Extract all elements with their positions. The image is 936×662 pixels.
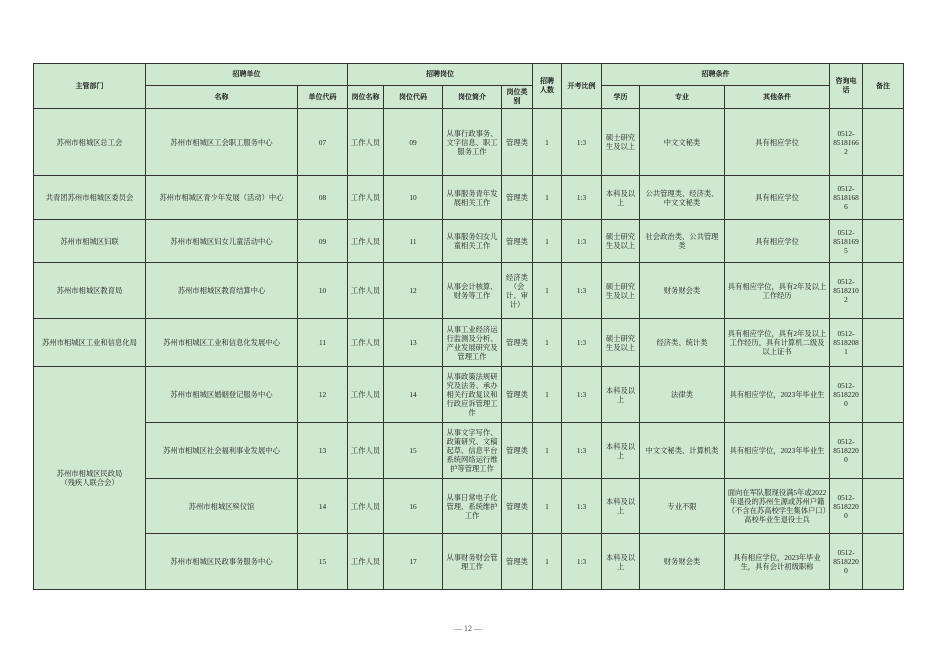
other-conditions-cell: 具有相应学位	[725, 220, 830, 263]
exam-ratio-cell: 1:3	[562, 534, 602, 590]
table-header	[34, 64, 904, 109]
post-name-cell: 工作人员	[348, 423, 384, 479]
header-recruiting-post: 招聘岗位	[348, 64, 533, 86]
education-cell: 硕士研究生及以上	[602, 319, 640, 367]
major-cell: 经济类、统计类	[640, 319, 725, 367]
post-code-cell: 10	[384, 176, 443, 220]
post-code-cell: 14	[384, 367, 443, 423]
education-cell: 硕士研究生及以上	[602, 263, 640, 319]
remarks-cell	[863, 423, 904, 479]
other-conditions-cell: 面向在军队服现役满5年或2022年退役的苏州生源或苏州户籍（不含在苏高校学生集体户口）高校毕业生退役士兵	[725, 479, 830, 534]
post-name-cell: 工作人员	[348, 479, 384, 534]
phone-cell: 0512-85181662	[830, 109, 863, 176]
exam-ratio-cell: 1:3	[562, 367, 602, 423]
major-cell: 社会政治类、公共管理类	[640, 220, 725, 263]
table-row	[34, 423, 904, 479]
page-number: — 12 —	[454, 624, 482, 633]
post-code-cell: 12	[384, 263, 443, 319]
post-code-cell: 17	[384, 534, 443, 590]
header-other-conditions: 其他条件	[725, 86, 830, 109]
remarks-cell	[863, 534, 904, 590]
remarks-cell	[863, 367, 904, 423]
other-conditions-cell: 具有相应学位	[725, 109, 830, 176]
header-remarks: 备注	[863, 64, 904, 109]
post-category-cell: 管理类	[502, 423, 533, 479]
header-unit-name: 名称	[146, 86, 298, 109]
supervisor-cell: 苏州市相城区总工会	[34, 109, 146, 176]
phone-cell: 0512-85182200	[830, 479, 863, 534]
header-unit-code: 单位代码	[298, 86, 348, 109]
unit-name-cell: 苏州市相城区妇女儿童活动中心	[146, 220, 298, 263]
supervisor-cell	[34, 367, 146, 590]
phone-cell: 0512-85182081	[830, 319, 863, 367]
unit-name-cell: 苏州市相城区社会福利事业发展中心	[146, 423, 298, 479]
phone-cell: 0512-85181686	[830, 176, 863, 220]
remarks-cell	[863, 479, 904, 534]
post-description-cell: 从事日常电子化管理、系统维护工作	[443, 479, 502, 534]
headcount-cell: 1	[533, 367, 562, 423]
header-major: 专业	[640, 86, 725, 109]
unit-name-cell: 苏州市相城区教育结算中心	[146, 263, 298, 319]
remarks-cell	[863, 176, 904, 220]
post-description-cell: 从事财务财会管理工作	[443, 534, 502, 590]
unit-name-cell: 苏州市相城区工业和信息化发展中心	[146, 319, 298, 367]
unit-code-cell: 07	[298, 109, 348, 176]
post-description-cell: 从事服务青年发展相关工作	[443, 176, 502, 220]
post-name-cell: 工作人员	[348, 109, 384, 176]
table-row	[34, 479, 904, 534]
unit-code-cell: 11	[298, 319, 348, 367]
post-description-cell: 从事政策法规研究及法务、承办相关行政复议和行政应诉管理工作	[443, 367, 502, 423]
phone-cell: 0512-85182102	[830, 263, 863, 319]
remarks-cell	[863, 220, 904, 263]
education-cell: 硕士研究生及以上	[602, 109, 640, 176]
post-code-cell: 15	[384, 423, 443, 479]
education-cell: 本科及以上	[602, 176, 640, 220]
header-supervisor: 主管部门	[34, 64, 146, 109]
post-code-cell: 09	[384, 109, 443, 176]
exam-ratio-cell: 1:3	[562, 423, 602, 479]
major-cell: 中文文秘类、计算机类	[640, 423, 725, 479]
headcount-cell: 1	[533, 479, 562, 534]
post-description-cell: 从事行政事务、文字信息、职工服务工作	[443, 109, 502, 176]
post-description-cell: 从事会计核算、财务等工作	[443, 263, 502, 319]
headcount-cell: 1	[533, 220, 562, 263]
exam-ratio-cell: 1:3	[562, 176, 602, 220]
header-post-name: 岗位名称	[348, 86, 384, 109]
header-post-description: 岗位简介	[443, 86, 502, 109]
post-category-cell: 管理类	[502, 367, 533, 423]
table-row	[34, 263, 904, 319]
unit-name-cell: 苏州市相城区青少年发展（活动）中心	[146, 176, 298, 220]
post-code-cell: 11	[384, 220, 443, 263]
major-cell: 专业不限	[640, 479, 725, 534]
major-cell: 财务财会类	[640, 534, 725, 590]
post-name-cell: 工作人员	[348, 176, 384, 220]
post-category-cell: 管理类	[502, 176, 533, 220]
headcount-cell: 1	[533, 109, 562, 176]
post-name-cell: 工作人员	[348, 220, 384, 263]
unit-name-cell: 苏州市相城区婚姻登记服务中心	[146, 367, 298, 423]
supervisor-cell: 苏州市相城区妇联	[34, 220, 146, 263]
table-row	[34, 220, 904, 263]
post-name-cell: 工作人员	[348, 534, 384, 590]
remarks-cell	[863, 109, 904, 176]
unit-code-cell: 15	[298, 534, 348, 590]
post-category-cell: 管理类	[502, 319, 533, 367]
phone-cell: 0512-85182200	[830, 367, 863, 423]
post-name-cell: 工作人员	[348, 263, 384, 319]
post-category-cell: 管理类	[502, 220, 533, 263]
header-post-category: 岗位类别	[502, 86, 533, 109]
header-row-groups	[34, 64, 904, 86]
unit-code-cell: 14	[298, 479, 348, 534]
post-category-cell: 经济类（会计、审计）	[502, 263, 533, 319]
post-description-cell: 从事文字写作、政策研究、文稿起草、信息平台系统网络运行维护等管理工作	[443, 423, 502, 479]
table-row	[34, 176, 904, 220]
header-row-columns	[34, 86, 904, 109]
post-description-cell: 从事工业经济运行监测及分析、产业发展研究及管理工作	[443, 319, 502, 367]
header-requirements: 招聘条件	[602, 64, 830, 86]
unit-code-cell: 08	[298, 176, 348, 220]
table-row	[34, 319, 904, 367]
post-name-cell: 工作人员	[348, 319, 384, 367]
post-code-cell: 16	[384, 479, 443, 534]
headcount-cell: 1	[533, 534, 562, 590]
education-cell: 本科及以上	[602, 479, 640, 534]
unit-name-cell: 苏州市相城区工会职工服务中心	[146, 109, 298, 176]
post-category-cell: 管理类	[502, 534, 533, 590]
other-conditions-cell: 具有相应学位，具有2年及以上工作经历，具有计算机二级及以上证书	[725, 319, 830, 367]
header-post-code: 岗位代码	[384, 86, 443, 109]
post-category-cell: 管理类	[502, 109, 533, 176]
post-name-cell: 工作人员	[348, 367, 384, 423]
unit-name-cell: 苏州市相城区民政事务服务中心	[146, 534, 298, 590]
header-exam-ratio: 开考比例	[562, 64, 602, 109]
header-phone-cell	[830, 64, 863, 109]
exam-ratio-cell: 1:3	[562, 263, 602, 319]
exam-ratio-cell: 1:3	[562, 220, 602, 263]
education-cell: 本科及以上	[602, 534, 640, 590]
major-cell: 中文文秘类	[640, 109, 725, 176]
post-category-cell: 管理类	[502, 479, 533, 534]
exam-ratio-cell: 1:3	[562, 319, 602, 367]
phone-cell: 0512-85182200	[830, 534, 863, 590]
recruitment-table	[33, 63, 904, 590]
major-cell: 财务财会类	[640, 263, 725, 319]
post-code-cell: 13	[384, 319, 443, 367]
supervisor-cell: 苏州市相城区教育局	[34, 263, 146, 319]
table-body	[34, 109, 904, 590]
supervisor-cell: 苏州市相城区工业和信息化局	[34, 319, 146, 367]
headcount-cell: 1	[533, 263, 562, 319]
table-row	[34, 534, 904, 590]
education-cell: 硕士研究生及以上	[602, 220, 640, 263]
unit-code-cell: 09	[298, 220, 348, 263]
education-cell: 本科及以上	[602, 367, 640, 423]
phone-cell: 0512-85182200	[830, 423, 863, 479]
headcount-cell: 1	[533, 423, 562, 479]
header-headcount: 招聘人数	[540, 77, 554, 94]
other-conditions-cell: 具有相应学位	[725, 176, 830, 220]
supervisor-text: 苏州市相城区民政局（残疾人联合会）	[56, 469, 123, 487]
table-row	[34, 367, 904, 423]
other-conditions-cell: 具有相应学位，2023年毕业生	[725, 423, 830, 479]
header-headcount-cell	[533, 64, 562, 109]
exam-ratio-cell: 1:3	[562, 109, 602, 176]
major-cell: 法律类	[640, 367, 725, 423]
remarks-cell	[863, 319, 904, 367]
education-cell: 本科及以上	[602, 423, 640, 479]
unit-name-cell: 苏州市相城区殡仪馆	[146, 479, 298, 534]
unit-code-cell: 10	[298, 263, 348, 319]
supervisor-cell: 共青团苏州市相城区委员会	[34, 176, 146, 220]
other-conditions-cell: 具有相应学位，具有2年及以上工作经历	[725, 263, 830, 319]
unit-code-cell: 12	[298, 367, 348, 423]
headcount-cell: 1	[533, 319, 562, 367]
remarks-cell	[863, 263, 904, 319]
major-cell: 公共管理类、经济类、中文文秘类	[640, 176, 725, 220]
exam-ratio-cell: 1:3	[562, 479, 602, 534]
header-education: 学历	[602, 86, 640, 109]
headcount-cell: 1	[533, 176, 562, 220]
header-recruiting-unit: 招聘单位	[146, 64, 348, 86]
phone-cell: 0512-85181695	[830, 220, 863, 263]
post-description-cell: 从事服务妇女儿童相关工作	[443, 220, 502, 263]
table-row	[34, 109, 904, 176]
other-conditions-cell: 具有相应学位，2023年毕业生	[725, 367, 830, 423]
header-phone: 咨询电话	[835, 77, 857, 94]
unit-code-cell: 13	[298, 423, 348, 479]
other-conditions-cell: 具有相应学位，2023年毕业生，具有会计初级职称	[725, 534, 830, 590]
